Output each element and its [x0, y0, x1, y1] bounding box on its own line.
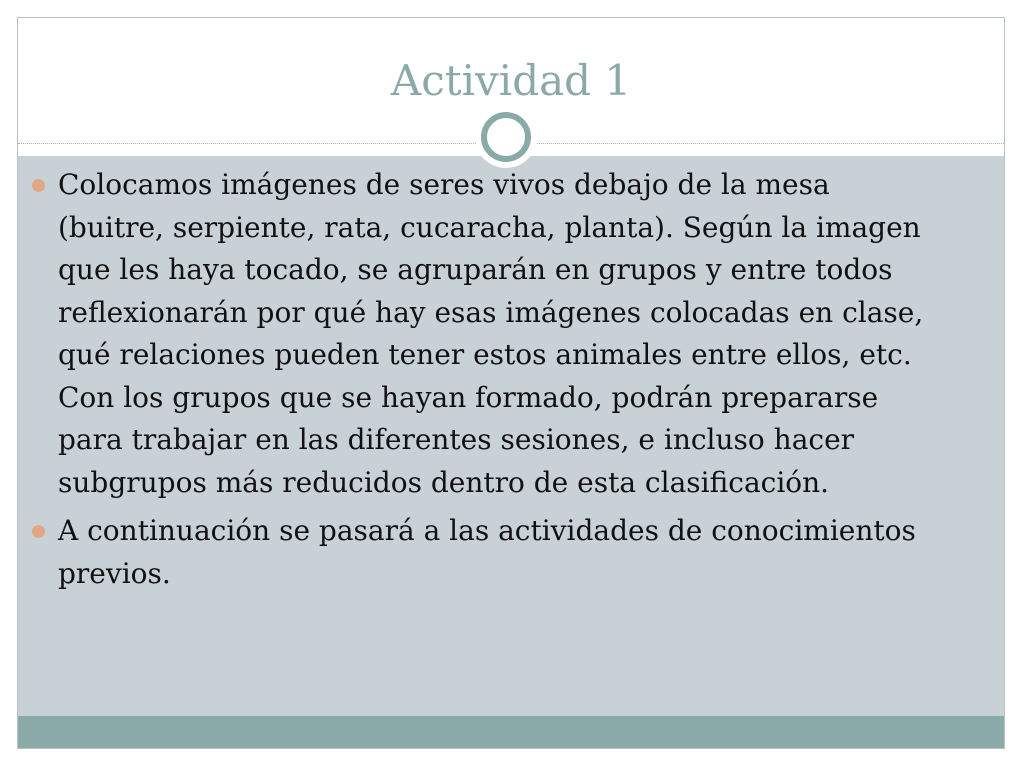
circle-ornament-icon: [481, 112, 531, 162]
bullet-text: A continuación se pasará a las actividades de conocimientos previos.: [58, 514, 916, 590]
footer-bar: [18, 716, 1004, 749]
bullet-dot-icon: [32, 179, 45, 192]
bullet-item: [38, 164, 938, 504]
bullet-item: [38, 510, 938, 595]
slide-title: Actividad 1: [390, 56, 632, 105]
bullet-dot-icon: [32, 525, 45, 538]
bullet-list: [38, 164, 938, 601]
bullet-text: Colocamos imágenes de seres vivos debajo de la mesa (buitre, serpiente, rata, cucaracha, planta). Según la imagen que les haya tocado, se agruparán en grupos y entre todos reflexionarán por qué hay esas imágenes colocadas en clase, qué relaciones pueden tener estos animales entre ellos, etc. Con los grupos que se hayan formado, podrán prepararse para trabajar en las diferentes sesiones, e incluso hacer subgrupos más reducidos dentro de esta clasificación.: [58, 168, 924, 499]
